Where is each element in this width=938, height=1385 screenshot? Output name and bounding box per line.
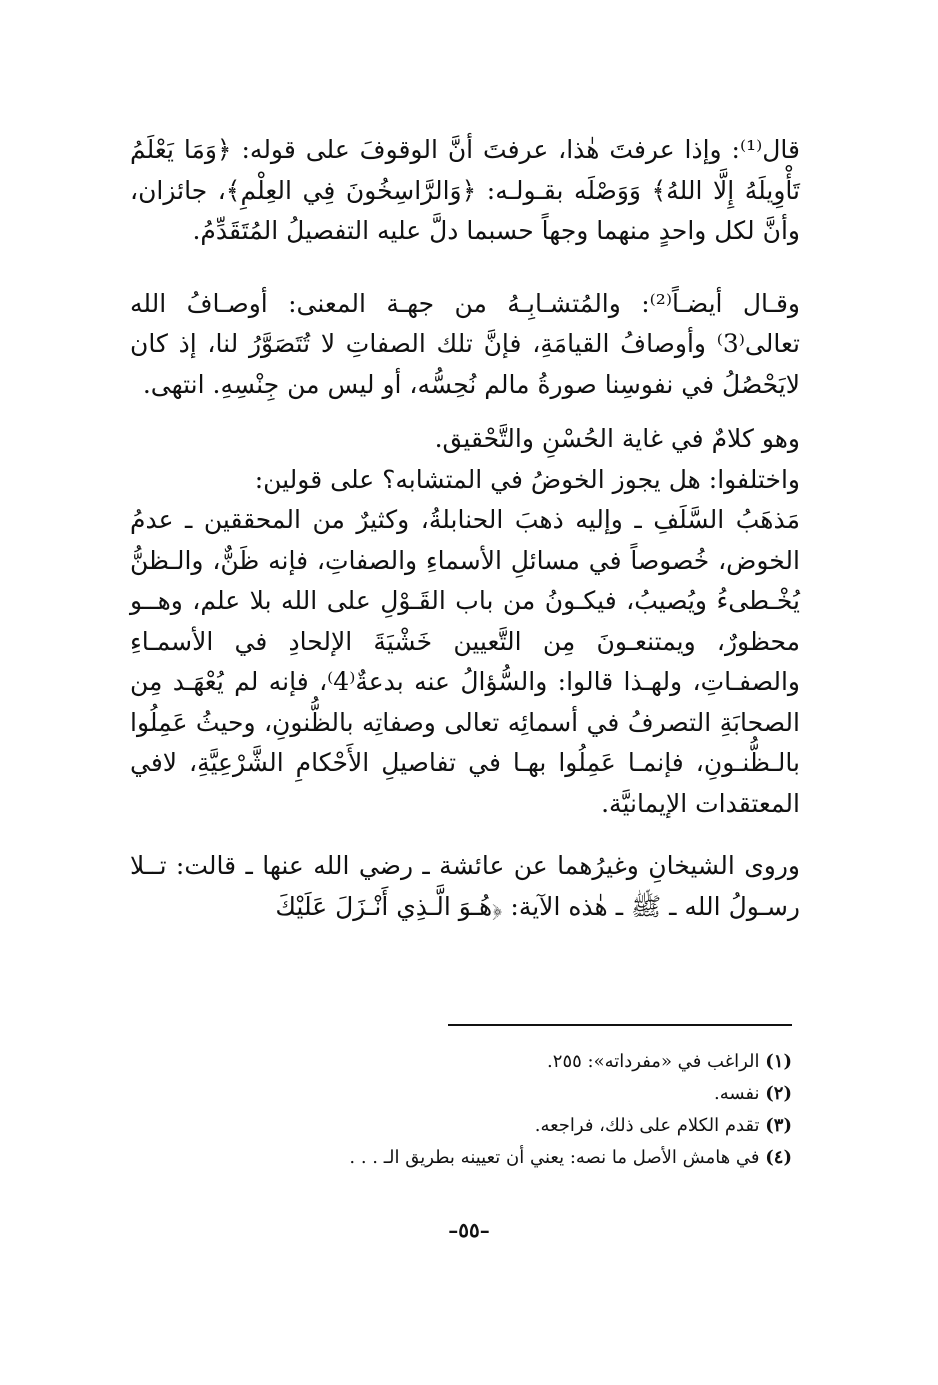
paragraph-5: مَذهَبُ السَّلَفِ ـ وإليه ذهبَ الحنابلةُ، وكثيرٌ من المحققين ـ عدمُ الخوض، خُصوصاً في مسائلِ الأسماءِ والصفاتِ، فإنه ظَنٌّ، والـظنُّ يُخْـطىءُ ويُصيبُ، فيكـونُ من باب القَـوْلِ على الله بلا علم، وهــو محظورٌ، ويمتنعـونَ مِن التَّعيين خَشْيَةَ الإلحادِ في الأسمـاءِ والصفـاتِ، ولهـذا قالوا: والسُّؤالُ عنه بدعةٌ⁽4⁾، فإنه لم يُعْهَـد مِن الصحابَةِ التصرفُ في أسمائِه تعالى وصفاتِه بالظُّنونِ، وحيثُ عَمِلُوا بالـظُّنـونِ، فإنمـا عَمِلُوا بهـا في تفاصيلِ الأَحْكامِ الشَّرْعِيَّةِ، لافي المعتقدات الإيمانيَّة. <box>130 505 801 818</box>
footnote-3 <box>340 1110 792 1142</box>
footnotes <box>340 1046 792 1174</box>
footnote-divider <box>448 1024 792 1026</box>
page-number: –٥٥– <box>448 1218 490 1242</box>
paragraph-6: وروى الشيخانِ وغيرُهما عن عائشة ـ رضي الله عنها ـ قالت: تــلا رسـولُ الله ـ ﷺ ـ هٰذه الآية: ﴿هُـوَ الَّـذِي أَنْـزَلَ عَلَيْكَ <box>130 851 800 921</box>
paragraph-2: وقـال أيضـاً⁽²⁾: والمُتشـابِـهُ من جهـة المعنى: أوصـافُ الله تعالى⁽3⁾ وأوصافُ القيامَةِ، فإنَّ تلك الصفاتِ لا تُتَصَوَّرُ لنا، إذ كان لايَحْصُلُ في نفوسِنا صورةُ مالم نُحِسُّه، أو ليس من جِنْسِهِ. انتهى. <box>130 288 800 399</box>
footnote-number: (٢) <box>765 1083 792 1104</box>
footnote-4 <box>340 1142 792 1174</box>
paragraph-3: وهو كلامٌ في غاية الحُسْنِ والتَّحْقيق. <box>434 424 800 453</box>
footnote-number: (١) <box>765 1051 792 1072</box>
paragraph-1: قال⁽¹⁾: وإذا عرفتَ هٰذا، عرفتَ أنَّ الوقوفَ على قوله: ﴿وَمَا يَعْلَمُ تَأْوِيلَهُ إِلَّا اللهُ﴾ وَوَصْلَه بقـولـه: ﴿وَالرَّاسِخُونَ فِي العِلْمِ﴾، جائزان، وأنَّ لكل واحدٍ منهما وجهاً حسبما دلَّ عليه التفصيلُ المُتَقَدِّمُ. <box>130 135 800 245</box>
footnote-1 <box>340 1046 792 1078</box>
paragraph-4: واختلفوا: هل يجوز الخوضُ في المتشابه؟ على قولين: <box>254 464 800 494</box>
footnote-number: (٣) <box>765 1115 792 1136</box>
footnote-text: تقدم الكلام على ذلك، فراجعه. <box>534 1115 760 1136</box>
footnote-text: في هامش الأصل ما نصه: يعني أن تعيينه بطريق الـ . . . <box>349 1147 760 1168</box>
main-text <box>130 130 800 927</box>
footnote-text: الراغب في «مفرداته»: ٢٥٥. <box>547 1051 760 1072</box>
footnote-text: نفسه. <box>713 1083 760 1104</box>
footnote-number: (٤) <box>765 1147 792 1168</box>
footnote-2 <box>340 1078 792 1110</box>
